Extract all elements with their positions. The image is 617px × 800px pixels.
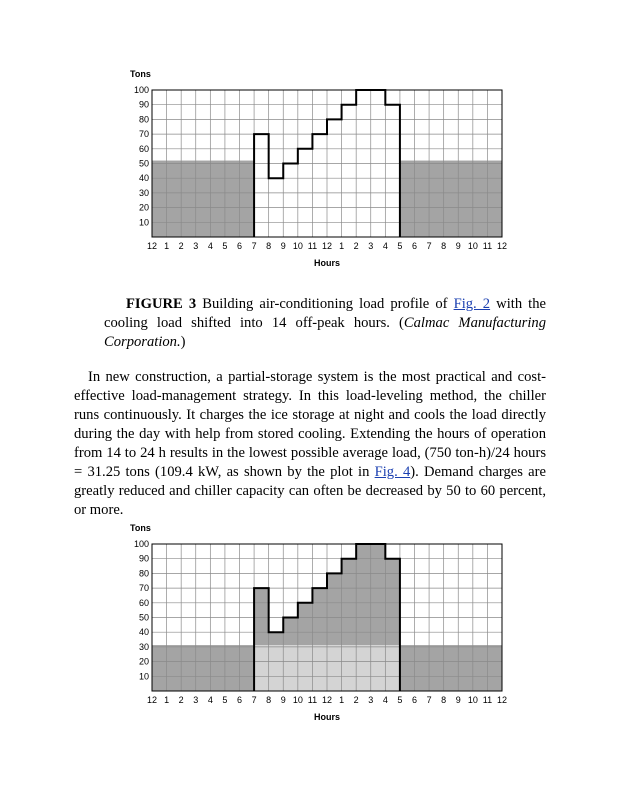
y-tick-label: 60 <box>138 597 149 608</box>
x-tick-label: 11 <box>482 695 493 705</box>
caption-label: FIGURE 3 <box>126 296 197 312</box>
caption-source: Calmac Manufacturing Corporation. <box>104 315 546 350</box>
storage-charging-bar <box>196 161 211 237</box>
x-tick-label: 8 <box>266 241 272 251</box>
storage-charging-bar <box>415 161 430 237</box>
x-tick-label: 1 <box>339 695 345 705</box>
x-axis-title: Hours <box>313 258 341 268</box>
x-tick-label: 10 <box>467 241 478 251</box>
storage-charging-bar <box>152 645 167 691</box>
storage-charging-bar <box>181 645 196 691</box>
x-axis-title: Hours <box>313 712 341 722</box>
x-tick-label: 12 <box>496 241 508 251</box>
storage-charging-bar <box>196 645 211 691</box>
storage-charging-bar <box>225 161 240 237</box>
x-tick-label: 6 <box>411 695 418 705</box>
y-tick-label: 40 <box>138 173 149 184</box>
paragraph-text-b: ). Demand charges are greatly reduced and chiller capacity can often be decreased by 50 to 60 percent, or more. <box>74 464 546 518</box>
load-from-storage-bar <box>269 632 284 645</box>
x-tick-label: 2 <box>353 241 359 251</box>
y-axis-title: Tons <box>130 69 151 79</box>
x-tick-label: 6 <box>236 241 243 251</box>
y-tick-label: 10 <box>138 217 149 228</box>
storage-charging-bar <box>225 645 240 691</box>
x-tick-label: 7 <box>251 241 257 251</box>
chiller-direct-bar <box>385 645 400 691</box>
storage-charging-bar <box>444 161 459 237</box>
y-tick-label: 30 <box>138 641 149 652</box>
chiller-direct-bar <box>254 645 269 691</box>
x-tick-label: 12 <box>321 241 333 251</box>
y-tick-label: 90 <box>138 553 149 564</box>
x-tick-label: 9 <box>455 241 461 251</box>
caption-close: ) <box>180 334 186 350</box>
storage-charging-bar <box>429 645 444 691</box>
chiller-direct-bar <box>269 645 284 691</box>
caption-text-b: with the cooling load shifted into 14 off-peak hours. ( <box>104 296 547 331</box>
chiller-direct-bar <box>283 645 298 691</box>
y-tick-label: 60 <box>138 143 149 154</box>
x-tick-label: 8 <box>266 695 272 705</box>
y-axis-title: Tons <box>130 523 151 533</box>
chiller-direct-bar <box>342 645 357 691</box>
storage-charging-bar <box>473 161 488 237</box>
chiller-direct-bar <box>327 645 342 691</box>
y-tick-label: 10 <box>138 671 149 682</box>
storage-charging-bar <box>487 161 502 237</box>
x-tick-label: 5 <box>397 241 403 251</box>
x-tick-label: 10 <box>467 695 478 705</box>
y-tick-label: 30 <box>138 187 149 198</box>
x-tick-label: 12 <box>146 241 158 251</box>
storage-charging-bar <box>487 645 502 691</box>
x-tick-label: 9 <box>280 241 286 251</box>
storage-charging-bar <box>429 161 444 237</box>
storage-charging-bar <box>458 645 473 691</box>
x-tick-label: 4 <box>382 241 388 251</box>
x-tick-label: 4 <box>382 695 388 705</box>
x-tick-label: 1 <box>164 695 170 705</box>
y-tick-label: 80 <box>138 114 149 125</box>
x-tick-label: 8 <box>441 241 447 251</box>
y-tick-label: 70 <box>138 129 149 140</box>
load-from-storage-bar <box>298 603 313 645</box>
x-tick-label: 7 <box>426 241 432 251</box>
fig-2-link[interactable]: Fig. 2 <box>453 296 491 312</box>
storage-charging-bar <box>210 161 225 237</box>
x-tick-label: 5 <box>222 695 228 705</box>
x-tick-label: 4 <box>207 241 213 251</box>
load-from-storage-bar <box>371 544 386 645</box>
x-tick-label: 9 <box>280 695 286 705</box>
figure-3-chart <box>0 62 617 272</box>
x-tick-label: 3 <box>368 241 374 251</box>
chiller-direct-bar <box>312 645 327 691</box>
x-tick-label: 1 <box>164 241 170 251</box>
caption-text-a: Building air-conditioning load profile of <box>196 296 454 312</box>
load-from-storage-bar <box>327 573 342 645</box>
x-tick-label: 8 <box>441 695 447 705</box>
x-tick-label: 9 <box>455 695 461 705</box>
body-paragraph <box>74 368 546 520</box>
x-tick-label: 12 <box>321 695 333 705</box>
x-tick-label: 2 <box>353 695 359 705</box>
load-from-storage-bar <box>283 618 298 646</box>
y-tick-label: 50 <box>138 158 149 169</box>
storage-charging-bar <box>458 161 473 237</box>
x-tick-label: 2 <box>178 695 184 705</box>
y-tick-label: 20 <box>138 656 149 667</box>
x-tick-label: 3 <box>368 695 374 705</box>
x-tick-label: 10 <box>292 241 303 251</box>
storage-charging-bar <box>473 645 488 691</box>
x-tick-label: 6 <box>411 241 418 251</box>
storage-charging-bar <box>415 645 430 691</box>
chiller-direct-bar <box>298 645 313 691</box>
x-tick-label: 11 <box>307 241 318 251</box>
storage-charging-bar <box>167 645 182 691</box>
y-tick-label: 100 <box>133 539 149 549</box>
storage-charging-bar <box>181 161 196 237</box>
x-tick-label: 3 <box>193 695 199 705</box>
x-tick-label: 3 <box>193 241 199 251</box>
y-tick-label: 80 <box>138 568 149 579</box>
y-tick-label: 40 <box>138 627 149 638</box>
paragraph-text-a: In new construction, a partial-storage system is the most practical and cost-effective load-management strategy. In this load-leveling method, the chiller runs continuously. It charges the ice storage at night and cools the load directly during the day with help from stored cooling. Extending the hours of operation from 14 to 24 h results in the lowest possible average load, (750 ton-h)/24 hours = 31.25 tons (109.4 kW, as shown by the plot in <box>74 369 546 480</box>
storage-charging-bar <box>400 645 415 691</box>
x-tick-label: 5 <box>397 695 403 705</box>
y-tick-label: 70 <box>138 583 149 594</box>
figure-3-caption <box>104 295 546 352</box>
x-tick-label: 10 <box>292 695 303 705</box>
x-tick-label: 12 <box>146 695 158 705</box>
load-from-storage-bar <box>254 588 269 645</box>
storage-charging-bar <box>152 161 167 237</box>
x-tick-label: 5 <box>222 241 228 251</box>
storage-charging-bar <box>240 645 255 691</box>
x-tick-label: 12 <box>496 695 508 705</box>
y-tick-label: 20 <box>138 202 149 213</box>
load-from-storage-bar <box>312 588 327 645</box>
fig-4-link[interactable]: Fig. 4 <box>374 464 411 480</box>
x-tick-label: 7 <box>426 695 432 705</box>
storage-charging-bar <box>400 161 415 237</box>
y-tick-label: 90 <box>138 99 149 110</box>
x-tick-label: 4 <box>207 695 213 705</box>
storage-charging-bar <box>444 645 459 691</box>
storage-charging-bar <box>210 645 225 691</box>
x-tick-label: 7 <box>251 695 257 705</box>
storage-charging-bar <box>167 161 182 237</box>
load-from-storage-bar <box>356 544 371 645</box>
storage-charging-bar <box>240 161 255 237</box>
x-tick-label: 2 <box>178 241 184 251</box>
x-tick-label: 11 <box>482 241 493 251</box>
y-tick-label: 100 <box>133 85 149 95</box>
chiller-direct-bar <box>371 645 386 691</box>
x-tick-label: 11 <box>307 695 318 705</box>
x-tick-label: 1 <box>339 241 345 251</box>
y-tick-label: 50 <box>138 612 149 623</box>
x-tick-label: 6 <box>236 695 243 705</box>
chiller-direct-bar <box>356 645 371 691</box>
figure-4-chart <box>0 516 617 726</box>
